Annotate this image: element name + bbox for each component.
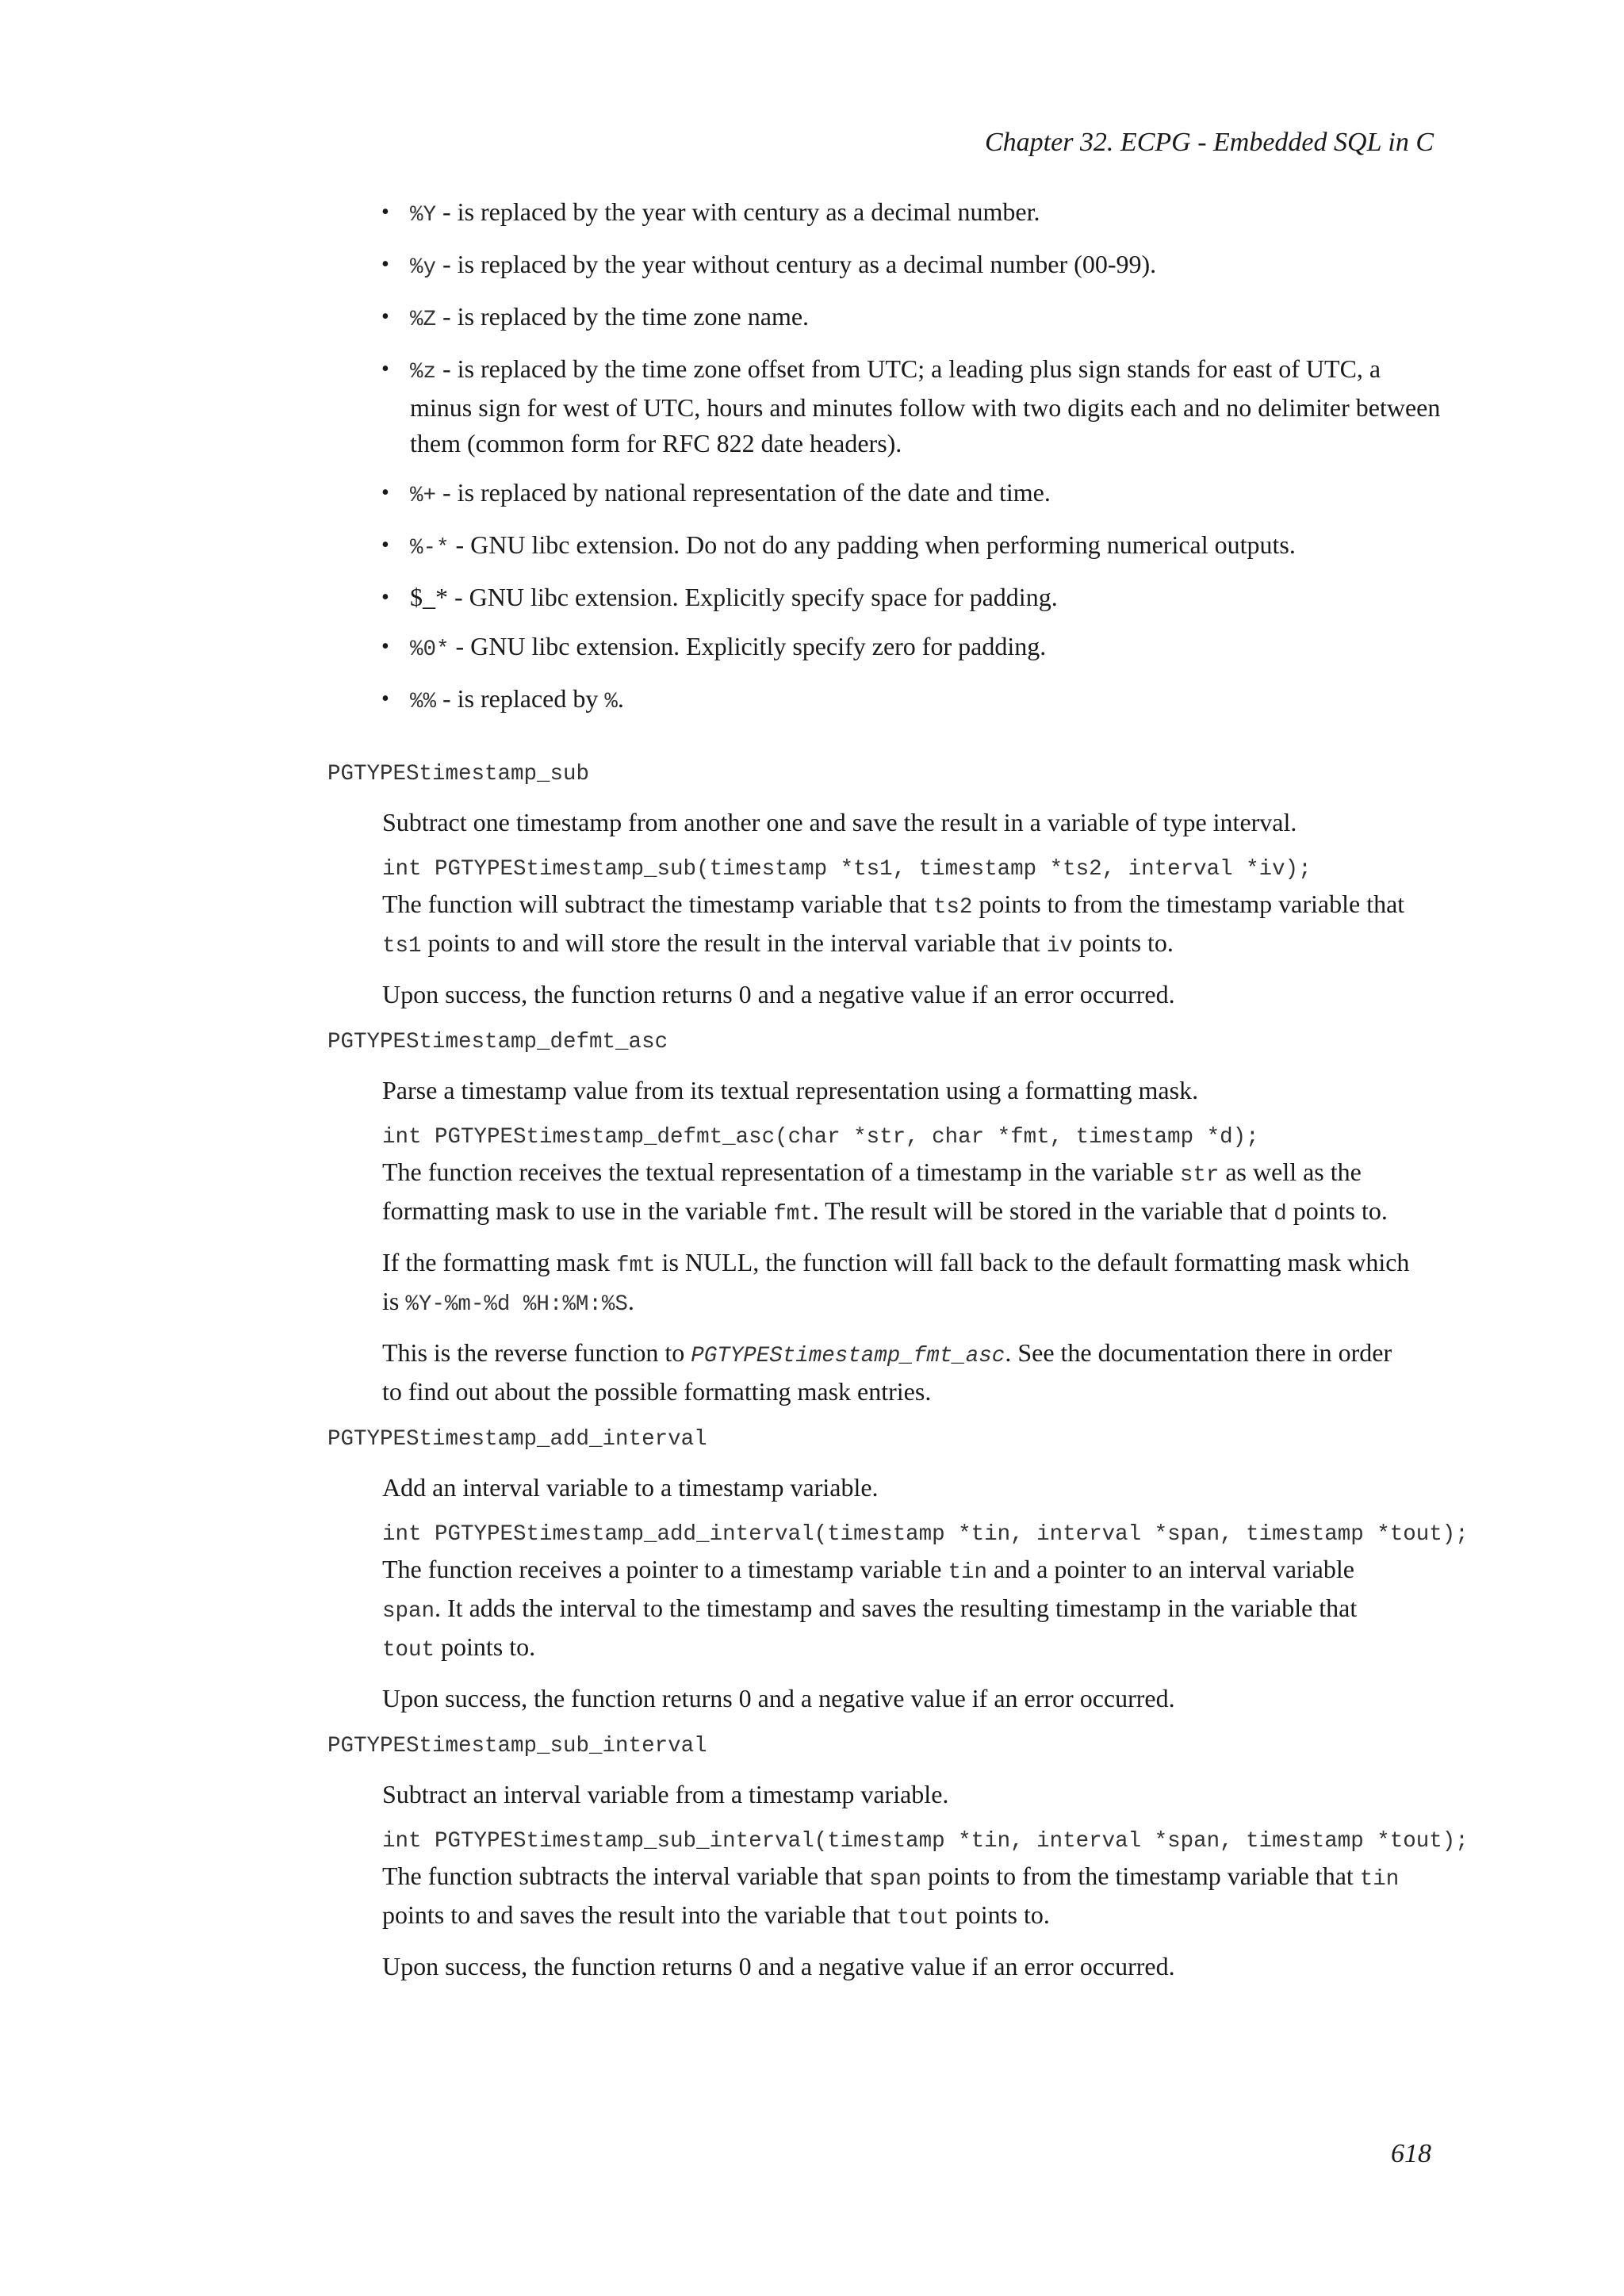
function-description (382, 1470, 1469, 1716)
paragraph: This is the reverse function to PGTYPEStimestamp_fmt_asc. See the documentation there in order to find out about the possible formatting mask entries. (382, 1338, 1392, 1406)
summary: Parse a timestamp value from its textual representation using a formatting mask. (382, 1076, 1199, 1104)
function-signature: int PGTYPEStimestamp_sub_interval(timestamp *tin, interval *span, timestamp *tout); (382, 1829, 1469, 1854)
function-description (382, 1777, 1469, 1984)
code: %y (410, 255, 437, 280)
list-item: • $_* - GNU libc extension. Explicitly specify space for padding. (410, 580, 1441, 615)
function-reference (327, 757, 1469, 1997)
code: %0* (410, 637, 450, 662)
function-term: PGTYPEStimestamp_sub_interval (327, 1734, 707, 1758)
code: %% (410, 690, 437, 714)
function-signature: int PGTYPEStimestamp_defmt_asc(char *str, char *fmt, timestamp *d); (382, 1125, 1259, 1150)
paragraph: If the formatting mask fmt is NULL, the function will fall back to the default formatting mask which is %Y-%m-%d %H:%M:%S. (382, 1248, 1410, 1317)
paragraph: The function will subtract the timestamp variable that ts2 points to from the timestamp variable that ts1 points to and will store the result in the interval variable that iv points to. (382, 890, 1405, 959)
page-number: 618 (1391, 2139, 1431, 2168)
function-term: PGTYPEStimestamp_add_interval (327, 1427, 707, 1452)
function-description (382, 1073, 1414, 1410)
code: % (604, 690, 618, 714)
paragraph: The function receives a pointer to a timestamp variable tin and a pointer to an interval variable span. It adds the interval to the timestamp and saves the resulting timestamp in the variable that tout points to. (382, 1555, 1358, 1663)
list-item: • %% - is replaced by %. (410, 681, 1441, 720)
return-note: Upon success, the function returns 0 and a negative value if an error occurred. (382, 1684, 1175, 1712)
summary: Subtract an interval variable from a timestamp variable. (382, 1780, 949, 1808)
list-item: • %-* - GNU libc extension. Do not do any padding when performing numerical outputs. (410, 527, 1441, 566)
paragraph: The function subtracts the interval variable that span points to from the timestamp variable that tin points to and saves the result into the variable that tout points to. (382, 1862, 1400, 1931)
code: %+ (410, 484, 437, 508)
code: %Z (410, 308, 437, 332)
function-signature: int PGTYPEStimestamp_add_interval(timestamp *tin, interval *span, timestamp *tout); (382, 1522, 1469, 1547)
code: %Y (410, 203, 437, 228)
summary: Add an interval variable to a timestamp variable. (382, 1473, 879, 1502)
list-item: • %y - is replaced by the year without century as a decimal number (00-99). (410, 247, 1441, 285)
cross-reference-link[interactable]: PGTYPEStimestamp_fmt_asc (691, 1344, 1005, 1368)
function-term: PGTYPEStimestamp_defmt_asc (327, 1030, 668, 1054)
function-description (382, 805, 1414, 1012)
chapter-header: Chapter 32. ECPG - Embedded SQL in C (984, 128, 1434, 157)
list-item: • %Z - is replaced by the time zone name. (410, 299, 1441, 338)
return-note: Upon success, the function returns 0 and a negative value if an error occurred. (382, 1952, 1175, 1980)
list-item: • %z - is replaced by the time zone offset from UTC; a leading plus sign stands for east of UTC, a minus sign for west of UTC, hours and minutes follow with two digits each and no delimiter between them (common form for RFC 822 date headers). (410, 351, 1441, 461)
list-item: • %+ - is replaced by national representation of the date and time. (410, 475, 1441, 514)
return-note: Upon success, the function returns 0 and a negative value if an error occurred. (382, 980, 1175, 1008)
list-item: • %0* - GNU libc extension. Explicitly specify zero for padding. (410, 629, 1441, 668)
function-term: PGTYPEStimestamp_sub (327, 762, 590, 786)
code: %-* (410, 536, 450, 561)
format-specifier-list (410, 194, 1441, 733)
summary: Subtract one timestamp from another one and save the result in a variable of type interval. (382, 808, 1297, 836)
function-signature: int PGTYPEStimestamp_sub(timestamp *ts1, timestamp *ts2, interval *iv); (382, 857, 1312, 882)
code: %z (410, 360, 437, 385)
paragraph: The function receives the textual representation of a timestamp in the variable str as well as the formatting mask to use in the variable fmt. The result will be stored in the variable that d points to. (382, 1158, 1388, 1226)
list-item: • %Y - is replaced by the year with century as a decimal number. (410, 194, 1441, 233)
